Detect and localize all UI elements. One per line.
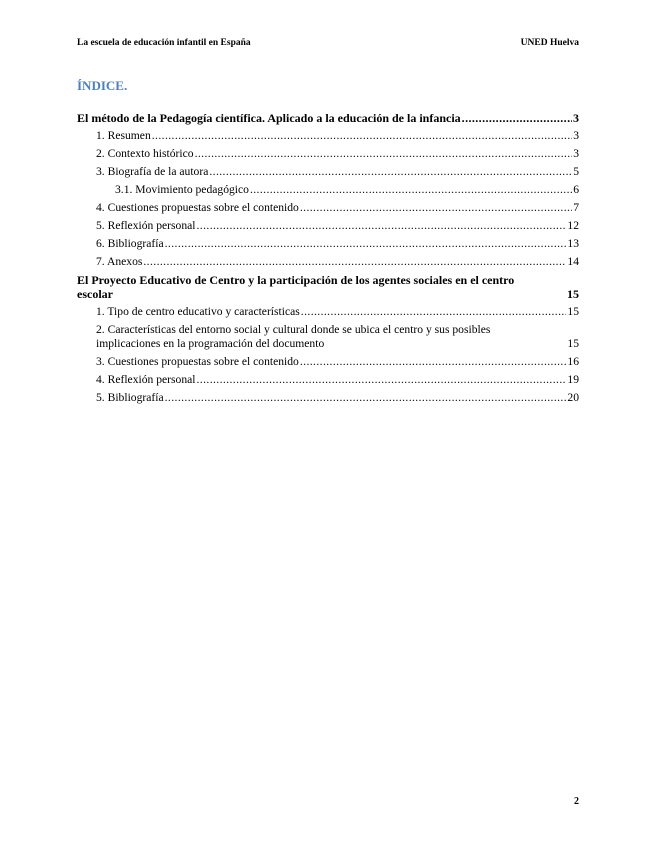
toc-leader-dots: [152, 129, 572, 143]
toc-entry-text: 5. Reflexión personal: [96, 219, 196, 232]
header-title: La escuela de educación infantil en España: [77, 38, 251, 48]
toc-entry-text: 1. Resumen: [96, 129, 151, 142]
toc-entry-text: 7. Anexos: [96, 255, 143, 268]
toc-entry-section-2[interactable]: [77, 273, 579, 301]
toc-leader-dots: [300, 355, 567, 369]
toc-entry[interactable]: [77, 323, 579, 351]
toc-entry-text-line1: El Proyecto Educativo de Centro y la participación de los agentes sociales en el centro: [77, 273, 515, 287]
toc-leader-dots: [250, 183, 572, 197]
toc-entry[interactable]: [77, 183, 579, 197]
toc-entry-page: 16: [567, 355, 579, 368]
toc-entry-page: 3: [573, 111, 579, 125]
toc-leader-dots: [165, 237, 567, 251]
toc-entry-text: 3. Cuestiones propuestas sobre el contenido: [96, 355, 299, 368]
toc-entry[interactable]: [77, 255, 579, 269]
toc-entry-page: 6: [573, 183, 579, 196]
toc-entry[interactable]: [77, 391, 579, 405]
toc-entry-page: 15: [567, 287, 579, 301]
toc-entry-text-line2: escolar: [77, 287, 113, 301]
toc-entry-section-1[interactable]: [77, 111, 579, 125]
toc-entry-page: 20: [567, 391, 579, 404]
toc-entry-text: 1. Tipo de centro educativo y características: [96, 305, 300, 318]
toc-entry-page: 3: [573, 129, 579, 142]
toc-entry-page: 12: [567, 219, 579, 232]
toc-heading: ÍNDICE.: [77, 78, 128, 93]
toc-entry-page: 14: [567, 255, 579, 268]
toc-entry[interactable]: [77, 201, 579, 215]
toc-leader-dots: [300, 201, 572, 215]
toc-leader-dots: [462, 111, 572, 125]
toc-entry-text: 3.1. Movimiento pedagógico: [115, 183, 249, 196]
toc-entry[interactable]: [77, 355, 579, 369]
toc-leader-dots: [197, 373, 567, 387]
page-number: 2: [574, 796, 579, 807]
toc-entry-text: El método de la Pedagogía científica. Aplicado a la educación de la infancia: [77, 111, 461, 125]
toc-entry-text: 3. Biografía de la autora: [96, 165, 209, 178]
toc-entry-page: 15: [567, 337, 579, 350]
toc-entry-page: 7: [573, 201, 579, 214]
toc-entry[interactable]: [77, 373, 579, 387]
toc-entry-page: 19: [567, 373, 579, 386]
toc-entry[interactable]: [77, 237, 579, 251]
toc-entry-text-line1: 2. Características del entorno social y cultural donde se ubica el centro y sus posibles: [96, 323, 491, 336]
toc-leader-dots: [301, 305, 567, 319]
toc-entry-text: 6. Bibliografía: [96, 237, 164, 250]
toc-entry-page: 15: [567, 305, 579, 318]
toc-entry[interactable]: [77, 219, 579, 233]
toc-entry-text: 2. Contexto histórico: [96, 147, 194, 160]
toc-entry-page: 3: [573, 147, 579, 160]
toc-entry-page: 5: [573, 165, 579, 178]
toc-leader-dots: [195, 147, 573, 161]
toc-leader-dots: [209, 165, 572, 179]
toc-entry-text-line2: implicaciones en la programación del documento: [96, 337, 325, 350]
header-institution: UNED Huelva: [520, 38, 579, 48]
toc-entry[interactable]: [77, 305, 579, 319]
toc-entry[interactable]: [77, 129, 579, 143]
table-of-contents: [77, 111, 579, 409]
toc-entry-text: 4. Cuestiones propuestas sobre el contenido: [96, 201, 299, 214]
toc-entry[interactable]: [77, 147, 579, 161]
toc-leader-dots: [165, 391, 567, 405]
toc-leader-dots: [143, 255, 566, 269]
toc-entry-text: 4. Reflexión personal: [96, 373, 196, 386]
toc-entry-text: 5. Bibliografía: [96, 391, 164, 404]
toc-leader-dots: [197, 219, 567, 233]
toc-entry[interactable]: [77, 165, 579, 179]
toc-entry-page: 13: [567, 237, 579, 250]
